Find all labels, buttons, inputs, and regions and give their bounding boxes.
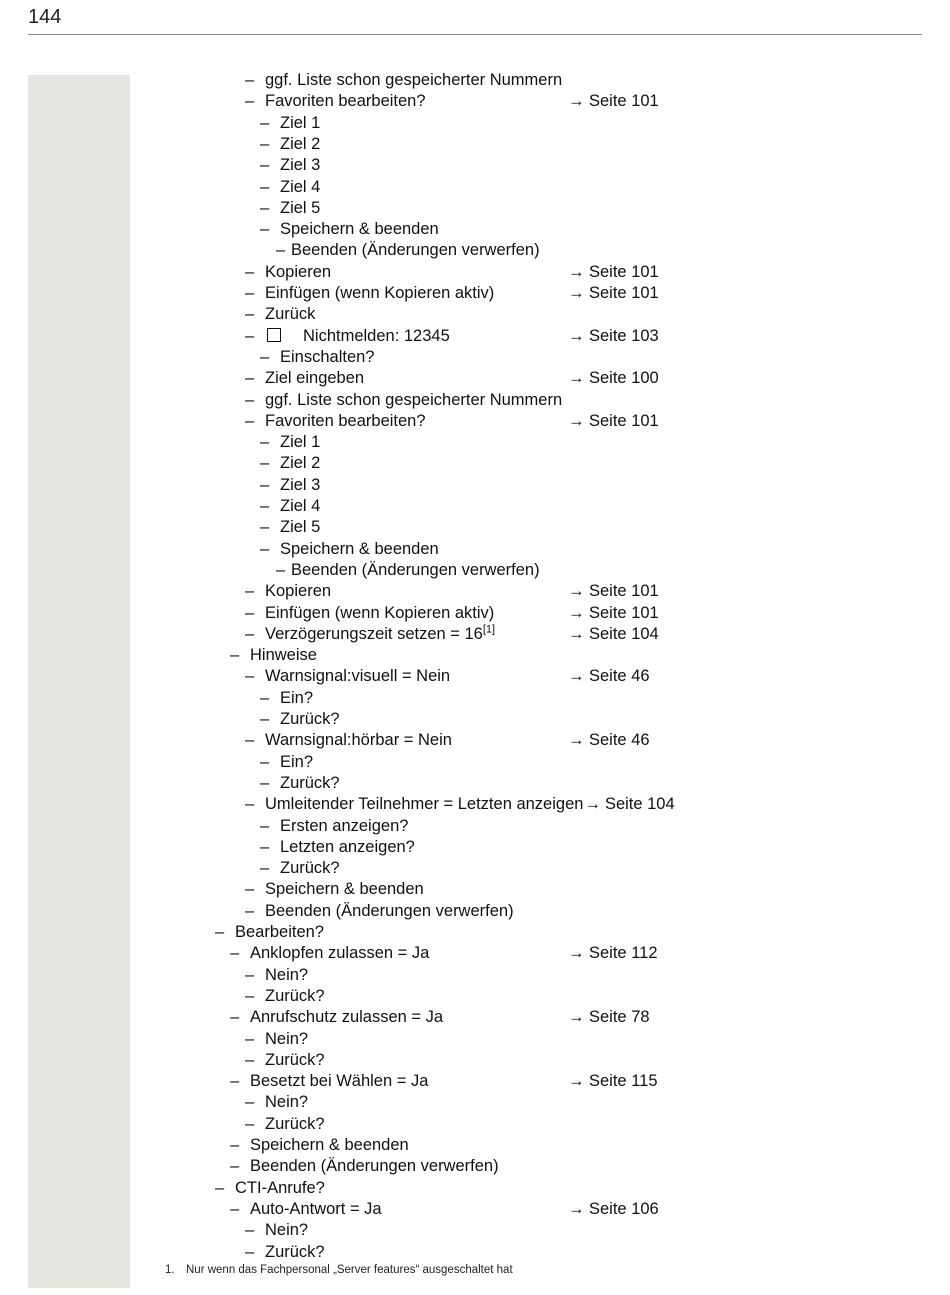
menu-item-label: Beenden (Änderungen verwerfen): [250, 1157, 499, 1175]
menu-item-dash: –: [245, 1115, 255, 1133]
menu-item-label: Speichern & beenden: [280, 220, 439, 238]
arrow-right-icon: →: [568, 1008, 585, 1026]
menu-item-dash: –: [245, 582, 255, 600]
page-reference-text: Seite 101: [589, 604, 659, 622]
page-reference: [568, 603, 659, 624]
menu-item: [260, 496, 320, 517]
menu-item-dash: –: [245, 71, 255, 89]
menu-item: [245, 965, 308, 986]
menu-item-dash: –: [260, 156, 270, 174]
menu-item-label: Zurück?: [265, 1243, 325, 1261]
menu-item-label: Nein?: [265, 1093, 309, 1111]
menu-item: [260, 198, 320, 219]
menu-item: [245, 624, 495, 645]
menu-item-dash: –: [260, 497, 270, 515]
menu-item-dash: –: [260, 817, 270, 835]
menu-item-dash: –: [215, 923, 225, 941]
menu-item-dash: –: [245, 625, 255, 643]
menu-item-dash: –: [245, 667, 255, 685]
menu-item-dash: –: [245, 1093, 255, 1111]
menu-item-label: Favoriten bearbeiten?: [265, 92, 426, 110]
arrow-right-icon: →: [568, 731, 585, 749]
page-reference-text: Seite 101: [589, 92, 659, 110]
menu-item-dash: –: [245, 305, 255, 323]
menu-item-dash: –: [230, 1136, 240, 1154]
page-reference: [568, 411, 659, 432]
menu-item: [260, 155, 320, 176]
page-reference-text: Seite 101: [589, 412, 659, 430]
menu-item-dash: –: [260, 518, 270, 536]
menu-item: [260, 816, 408, 837]
page-reference-text: Seite 101: [589, 284, 659, 302]
menu-item-dash: –: [245, 412, 255, 430]
menu-item: [245, 1114, 325, 1135]
menu-item-dash: –: [230, 1200, 240, 1218]
menu-item-dash: –: [260, 433, 270, 451]
menu-item-label: Warnsignal:visuell = Nein: [265, 667, 451, 685]
menu-item-label: Zurück: [265, 305, 316, 323]
menu-item-dash: –: [260, 135, 270, 153]
menu-item: [245, 794, 675, 815]
menu-item: [245, 603, 494, 624]
menu-item: [215, 1178, 325, 1199]
menu-item: [245, 1242, 325, 1263]
menu-item-label: Ziel 3: [280, 156, 321, 174]
menu-item-dash: –: [260, 710, 270, 728]
page-reference: Seite 104: [604, 795, 675, 813]
menu-item-dash: –: [260, 838, 270, 856]
menu-item-dash: –: [260, 476, 270, 494]
arrow-right-icon: →: [568, 284, 585, 302]
page-reference: [568, 581, 659, 602]
menu-item: [230, 1135, 409, 1156]
menu-item-label: Auto-Antwort = Ja: [250, 1200, 382, 1218]
menu-item-label: Beenden (Änderungen verwerfen): [291, 241, 540, 259]
menu-item-label: Ziel 5: [280, 518, 321, 536]
menu-item: [245, 304, 315, 325]
menu-item-dash: –: [245, 1030, 255, 1048]
menu-item: [260, 134, 320, 155]
menu-item: [230, 1199, 382, 1220]
menu-item-dash: –: [245, 263, 255, 281]
menu-item-dash: –: [245, 1243, 255, 1261]
menu-item-dash: –: [260, 348, 270, 366]
footnote-marker: [1]: [482, 623, 496, 636]
arrow-right-icon: →: [568, 582, 585, 600]
menu-item-dash: –: [230, 1008, 240, 1026]
menu-item-dash: –: [245, 369, 255, 387]
menu-item-label: Anrufschutz zulassen = Ja: [250, 1008, 444, 1026]
menu-item: [215, 922, 324, 943]
page-reference-text: Seite 115: [589, 1072, 658, 1090]
menu-item-label: Zurück?: [280, 710, 340, 728]
menu-item-label: Beenden (Änderungen verwerfen): [291, 561, 540, 579]
menu-item-label: Nein?: [265, 1221, 309, 1239]
page-reference-text: Seite 101: [589, 263, 659, 281]
arrow-right-icon: →: [568, 327, 585, 345]
menu-item-dash: –: [245, 795, 255, 813]
menu-item: [260, 688, 313, 709]
menu-item: [260, 219, 439, 240]
menu-item-dash: –: [245, 1221, 255, 1239]
arrow-right-icon: →: [568, 944, 585, 962]
menu-item-label: Umleitender Teilnehmer = Letzten anzeigen: [265, 795, 584, 813]
menu-item-label: Ersten anzeigen?: [280, 817, 409, 835]
menu-item: [260, 432, 320, 453]
menu-item: [260, 453, 320, 474]
page-reference: [568, 91, 659, 112]
arrow-right-icon: →: [568, 1200, 585, 1218]
page-reference-text: Seite 101: [589, 582, 659, 600]
menu-item-dash: –: [260, 220, 270, 238]
menu-item-label: Verzögerungszeit setzen = 16: [265, 625, 483, 643]
menu-item: [276, 240, 540, 261]
menu-item: [260, 773, 340, 794]
menu-item-dash: –: [245, 880, 255, 898]
menu-item-label: Einschalten?: [280, 348, 375, 366]
menu-item-dash: –: [230, 1072, 240, 1090]
menu-item-dash: –: [245, 987, 255, 1005]
page-reference: [568, 1071, 658, 1092]
menu-item-label: Nichtmelden: 12345: [303, 327, 450, 345]
menu-item-dash: –: [260, 178, 270, 196]
page-reference-text: Seite 104: [589, 625, 659, 643]
menu-item: [260, 709, 340, 730]
menu-item-label: Speichern & beenden: [280, 540, 439, 558]
menu-item: [245, 666, 450, 687]
menu-item: [276, 560, 540, 581]
menu-item-dash: –: [260, 753, 270, 771]
menu-item-dash: –: [245, 284, 255, 302]
page-reference-text: Seite 106: [589, 1200, 659, 1218]
arrow-right-icon: →: [568, 1072, 585, 1090]
menu-item-label: Zurück?: [265, 987, 325, 1005]
menu-item: [260, 177, 320, 198]
menu-item: [230, 1007, 443, 1028]
menu-item-label: Anklopfen zulassen = Ja: [250, 944, 430, 962]
menu-item-dash: –: [260, 774, 270, 792]
page-reference: [568, 666, 650, 687]
menu-item: [260, 347, 374, 368]
page-reference: [568, 326, 659, 347]
checkbox-icon: [267, 328, 281, 342]
page-reference-text: Seite 46: [589, 667, 650, 685]
menu-item-label: Bearbeiten?: [235, 923, 324, 941]
menu-item-label: Hinweise: [250, 646, 317, 664]
menu-item-label: Zurück?: [280, 774, 340, 792]
menu-item-dash: –: [260, 114, 270, 132]
page-reference: [568, 943, 658, 964]
menu-item-label: Einfügen (wenn Kopieren aktiv): [265, 284, 495, 302]
menu-item: [245, 901, 514, 922]
menu-item: [260, 837, 415, 858]
menu-item: [245, 730, 452, 751]
menu-item-dash: –: [245, 391, 255, 409]
page-reference: [568, 1007, 650, 1028]
menu-item-dash: –: [245, 327, 255, 345]
menu-item: [260, 858, 340, 879]
menu-item: [230, 1071, 428, 1092]
menu-item-dash: –: [245, 966, 255, 984]
menu-item-dash: –: [245, 731, 255, 749]
menu-item: [230, 1156, 499, 1177]
menu-item: [260, 517, 320, 538]
menu-item-label: Ziel 5: [280, 199, 321, 217]
menu-item-label: Favoriten bearbeiten?: [265, 412, 426, 430]
menu-item-label: Kopieren: [265, 263, 332, 281]
arrow-right-icon: →: [568, 604, 585, 622]
arrow-right-icon: →: [568, 625, 585, 643]
menu-item-label: Speichern & beenden: [265, 880, 424, 898]
menu-item-label: Ziel 3: [280, 476, 321, 494]
footnote-text: Nur wenn das Fachpersonal „Server features“ ausgeschaltet hat: [186, 1264, 513, 1276]
menu-item-label: Ziel 4: [280, 497, 321, 515]
page-reference: [568, 624, 659, 645]
menu-item-dash: –: [245, 92, 255, 110]
menu-item: [245, 1050, 325, 1071]
arrow-right-icon: →: [568, 369, 585, 387]
menu-item-label: Warnsignal:hörbar = Nein: [265, 731, 452, 749]
menu-item-label: Nein?: [265, 966, 309, 984]
menu-item-dash: –: [260, 454, 270, 472]
menu-item: [260, 539, 439, 560]
menu-item-dash: –: [230, 944, 240, 962]
menu-item-label: CTI-Anrufe?: [235, 1179, 325, 1197]
menu-item: [260, 752, 313, 773]
page-reference-text: Seite 78: [589, 1008, 650, 1026]
menu-item: [245, 879, 424, 900]
menu-item-label: Ziel 4: [280, 178, 321, 196]
arrow-right-icon: →: [568, 412, 585, 430]
menu-item: [260, 113, 320, 134]
footnote-number: 1.: [165, 1264, 175, 1276]
menu-item-dash: –: [230, 1157, 240, 1175]
page-reference: [568, 262, 659, 283]
footnote: [165, 1264, 513, 1276]
page-reference: [568, 1199, 659, 1220]
menu-item: [245, 986, 325, 1007]
menu-item: [245, 1029, 308, 1050]
menu-item-label: ggf. Liste schon gespeicherter Nummern: [265, 391, 563, 409]
page-reference-text: Seite 103: [589, 327, 659, 345]
page-number: 144: [28, 6, 62, 28]
menu-item-dash: –: [276, 561, 286, 579]
menu-item-dash: –: [215, 1179, 225, 1197]
arrow-right-icon: →: [568, 263, 585, 281]
page-reference-text: Seite 112: [589, 944, 658, 962]
page-reference-text: Seite 46: [589, 731, 650, 749]
menu-item: [245, 411, 426, 432]
menu-item-dash: –: [260, 540, 270, 558]
menu-item: [245, 390, 562, 411]
menu-item-dash: –: [245, 902, 255, 920]
menu-item-dash: –: [245, 604, 255, 622]
arrow-right-icon: →: [584, 795, 601, 813]
menu-item: [245, 283, 494, 304]
menu-item-dash: –: [230, 646, 240, 664]
header-rule: [28, 34, 922, 35]
menu-item-label: Zurück?: [265, 1115, 325, 1133]
menu-item: [230, 645, 317, 666]
menu-item-label: Speichern & beenden: [250, 1136, 409, 1154]
menu-item-label: Besetzt bei Wählen = Ja: [250, 1072, 429, 1090]
menu-item: [245, 70, 562, 91]
menu-item-dash: –: [260, 859, 270, 877]
menu-item: [245, 91, 426, 112]
menu-item-label: Ziel 2: [280, 454, 321, 472]
menu-item-label: Zurück?: [280, 859, 340, 877]
menu-item-label: Beenden (Änderungen verwerfen): [265, 902, 514, 920]
menu-item-label: Zurück?: [265, 1051, 325, 1069]
menu-item-label: Einfügen (wenn Kopieren aktiv): [265, 604, 495, 622]
menu-item-label: Ziel eingeben: [265, 369, 365, 387]
page-reference: [568, 730, 650, 751]
menu-item: [245, 1220, 308, 1241]
menu-item-label: Ziel 1: [280, 114, 321, 132]
page-reference: [568, 368, 659, 389]
menu-item-label: Letzten anzeigen?: [280, 838, 415, 856]
menu-item-label: Ziel 1: [280, 433, 321, 451]
menu-item-label: Ziel 2: [280, 135, 321, 153]
menu-item: [230, 943, 429, 964]
menu-item: [245, 368, 364, 389]
menu-item-dash: –: [260, 689, 270, 707]
arrow-right-icon: →: [568, 667, 585, 685]
menu-item: [245, 1092, 308, 1113]
menu-item-label: Nein?: [265, 1030, 309, 1048]
menu-item-label: Ein?: [280, 689, 314, 707]
menu-item: [260, 475, 320, 496]
menu-item-label: ggf. Liste schon gespeicherter Nummern: [265, 71, 563, 89]
menu-item: [245, 581, 331, 602]
menu-item-dash: –: [260, 199, 270, 217]
menu-item-label: Kopieren: [265, 582, 332, 600]
menu-item-dash: –: [245, 1051, 255, 1069]
page-reference-text: Seite 100: [589, 369, 659, 387]
menu-item-label: Ein?: [280, 753, 314, 771]
menu-item: [245, 326, 450, 347]
menu-item: [245, 262, 331, 283]
page-reference: [568, 283, 659, 304]
margin-sidebar: [28, 75, 130, 1288]
arrow-right-icon: →: [568, 92, 585, 110]
menu-item-dash: –: [276, 241, 286, 259]
